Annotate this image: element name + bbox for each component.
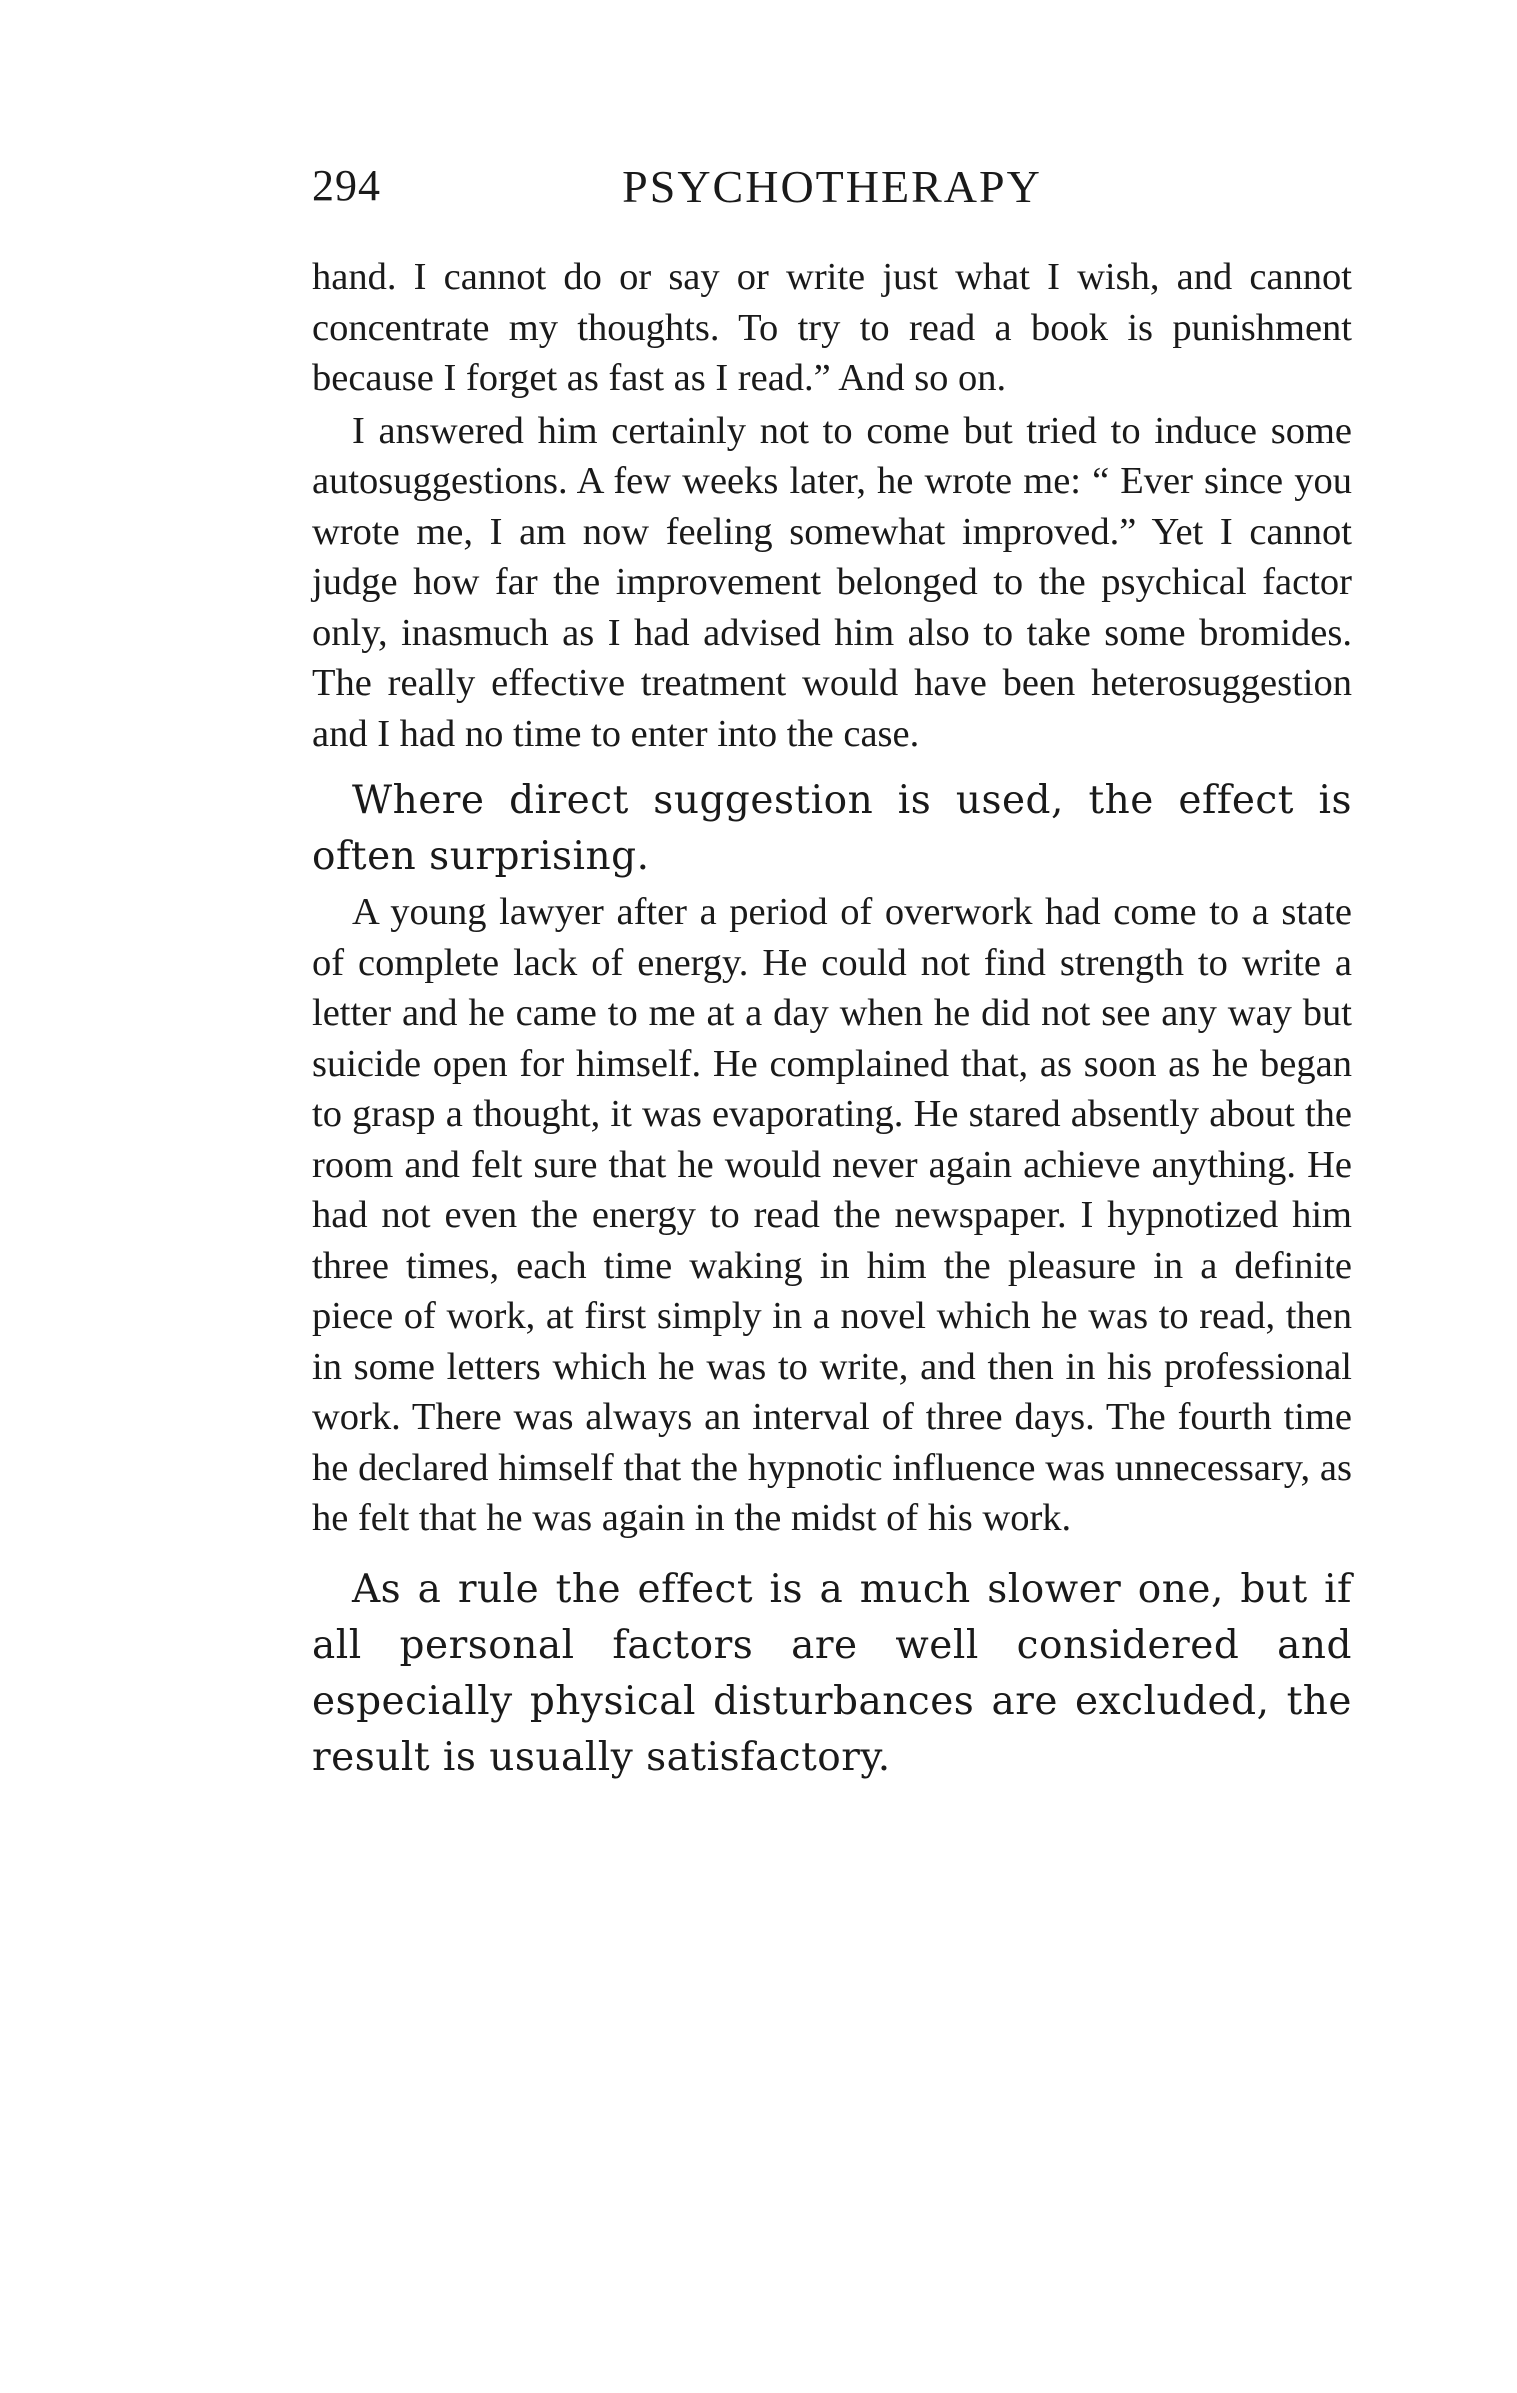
running-head [312, 160, 1352, 220]
paragraph-young-lawyer: A young lawyer after a period of overwork had come to a state of complete lack of energy. He could not find strength to write a letter and he came to me at a day when he did not see any way but suicide open for himself. He complained that, as soon as he began to grasp a thought, it was evaporating. He stared absently about the room and felt sure that he would never again achieve anything. He had not even the energy to read the newspaper. I hypnotized him three times, each time waking in him the pleasure in a definite piece of work, at first simply in a novel which he was to read, then in some letters which he was to write, and then in his professional work. There was always an interval of three days. The fourth time he declared himself that the hypnotic influence was unnecessary, as he felt that he was again in the midst of his work. [312, 891, 1352, 1539]
running-title: PSYCHOTHERAPY [622, 161, 1042, 212]
page-number: 294 [312, 161, 381, 210]
body-text [312, 252, 1352, 1786]
paragraph-direct-suggestion: Where direct suggestion is used, the effect is often surprising. [312, 778, 1352, 879]
paragraph-autosuggestion: I answered him certainly not to come but tried to induce some autosuggestions. A few weeks later, he wrote me: “ Ever since you wrote me, I am now feeling somewhat improved.” Yet I cannot judge how far the improvement belonged to the psychical factor only, inasmuch as I had advised him also to take some bromides. The really effective treatment would have been heterosuggestion and I had no time to enter into the case. [312, 409, 1352, 755]
paragraph-general-rule: As a rule the effect is a much slower one, but if all personal factors are well considered and especially physical disturbances are excluded, the result is usually satisfactory. [312, 1566, 1352, 1780]
paragraph-continuation: hand. I cannot do or say or write just what I wish, and cannot concentrate my thoughts. To try to read a book is punishment because I forget as fast as I read.” And so on. [312, 256, 1352, 399]
